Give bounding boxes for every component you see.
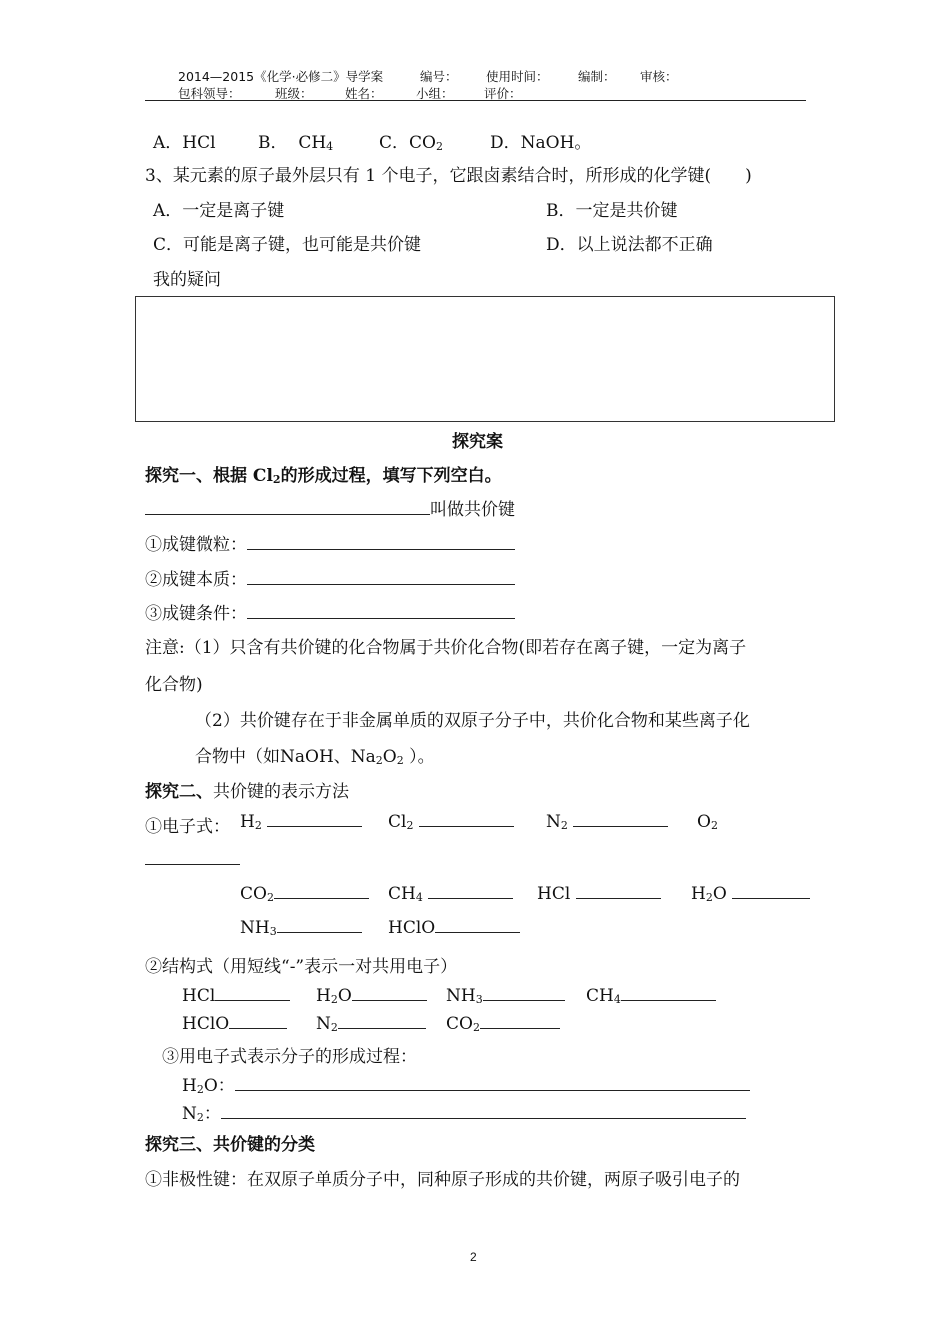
sf-co2: $CO_2$ (446, 1014, 560, 1034)
blank-sf-n2[interactable] (338, 1014, 426, 1029)
ef-ch4: $CH_4$ (388, 884, 513, 904)
blank-ef-h2[interactable] (267, 812, 362, 827)
blank-sf-ch4[interactable] (621, 986, 716, 1001)
ef-cl2: $Cl_2$ (388, 812, 514, 832)
q3-option-d: D．以上说法都不正确 (546, 235, 713, 255)
q3-option-c: C．可能是离子键，也可能是共价键 (153, 235, 422, 255)
sf-ch4: $CH_4$ (586, 986, 716, 1006)
sf-n2: $N_2$ (316, 1014, 426, 1034)
header-reviewer: 审核： (640, 69, 678, 84)
electron-formula-label: ①电子式： (145, 817, 230, 837)
header-rule (145, 100, 806, 101)
ef-h2: $H_2$ (240, 812, 362, 832)
ef-n2: $N_2$ (546, 812, 668, 832)
q3-stem: 3、某元素的原子最外层只有 1 个电子，它跟卤素结合时，所形成的化学键( ) (145, 166, 752, 186)
blank-ef-hcl[interactable] (576, 884, 661, 899)
page-number: 2 (470, 1250, 477, 1264)
header-group: 小组： (416, 86, 454, 101)
header-title: 2014—2015《化学·必修二》导学案 (178, 69, 384, 84)
header-evaluation: 评价： (484, 86, 522, 101)
formation-process-label: ③用电子式表示分子的形成过程： (162, 1047, 417, 1067)
q2-option-d: D．NaOH。 (490, 133, 592, 153)
blank-ef-co2[interactable] (274, 884, 369, 899)
ef-o2: $O_2$ (697, 812, 718, 832)
blank-ef-ch4[interactable] (428, 884, 513, 899)
explore3-title: 探究三、共价键的分类 (145, 1135, 315, 1155)
bonding-particles-row: ①成键微粒： (145, 530, 515, 555)
ef-co2: $CO_2$ (240, 884, 369, 904)
bonding-condition-row: ③成键条件： (145, 599, 515, 624)
nonpolar-bond-text: ①非极性键：在双原子单质分子中，同种原子形成的共价键，两原子吸引电子的 (145, 1170, 740, 1190)
my-questions-box[interactable] (135, 296, 835, 422)
blank-bonding-condition[interactable] (247, 604, 515, 619)
blank-ef-n2[interactable] (573, 812, 668, 827)
header-use-time: 使用时间： (486, 69, 549, 84)
q2-option-b: B． $CH_4$ (258, 133, 334, 153)
header-name: 姓名： (345, 86, 383, 101)
blank-bonding-essence[interactable] (247, 570, 515, 585)
process-n2: $N_2$： (182, 1099, 746, 1124)
sf-hcl: HCl (182, 986, 290, 1006)
bonding-essence-row: ②成键本质： (145, 565, 515, 590)
note2-continued: 合物中（如NaOH、$Na_2O_2$ ）。 (195, 747, 435, 767)
sf-nh3: $NH_3$ (446, 986, 565, 1006)
blank-ef-o2[interactable] (145, 864, 240, 865)
ef-h2o: $H_2O$ (691, 884, 810, 904)
blank-sf-nh3[interactable] (483, 986, 565, 1001)
blank-sf-co2[interactable] (480, 1014, 560, 1029)
blank-sf-hcl[interactable] (215, 986, 290, 1001)
note2: （2）共价键存在于非金属单质的双原子分子中，共价化合物和某些离子化 (195, 711, 750, 731)
q3-option-a: A．一定是离子键 (153, 201, 285, 221)
my-questions-label: 我的疑问 (153, 270, 221, 290)
blank-sf-h2o[interactable] (352, 986, 427, 1001)
q3-option-b: B．一定是共价键 (546, 201, 678, 221)
ef-hclo: HClO (388, 918, 520, 938)
covalent-definition-line: 叫做共价键 (145, 495, 515, 520)
explore2-title: 探究二、共价键的表示方法 (145, 782, 349, 802)
note1-continued: 化合物) (145, 675, 203, 695)
note1: 注意:（1）只含有共价键的化合物属于共价化合物(即若存在离子键，一定为离子 (145, 638, 747, 658)
sf-hclo: HClO (182, 1014, 287, 1034)
ef-nh3: $NH_3$ (240, 918, 362, 938)
header-class: 班级： (275, 86, 313, 101)
header-editor: 编制： (578, 69, 616, 84)
process-h2o: $H_2O$： (182, 1071, 750, 1096)
explore1-title: 探究一、根据 $Cl_2$的形成过程，填写下列空白。 (145, 466, 502, 486)
q2-option-a: A．HCl (153, 133, 216, 153)
section-title: 探究案 (452, 432, 503, 452)
header-subject-leader: 包科领导： (178, 86, 241, 101)
header-line-1 (178, 67, 383, 85)
blank-process-h2o[interactable] (235, 1076, 750, 1091)
blank-sf-hclo[interactable] (229, 1014, 287, 1029)
header-bianhao: 编号： (420, 69, 458, 84)
sf-h2o: $H_2O$ (316, 986, 427, 1006)
blank-process-n2[interactable] (221, 1104, 746, 1119)
q2-option-c: C．$CO_2$ (379, 133, 443, 153)
blank-definition[interactable] (145, 500, 430, 515)
structural-formula-label: ②结构式（用短线“-”表示一对共用电子） (145, 957, 458, 977)
blank-ef-hclo[interactable] (435, 918, 520, 933)
blank-ef-nh3[interactable] (277, 918, 362, 933)
blank-bonding-particles[interactable] (247, 535, 515, 550)
ef-hcl: HCl (537, 884, 661, 904)
blank-ef-h2o[interactable] (732, 884, 810, 899)
blank-ef-cl2[interactable] (419, 812, 514, 827)
